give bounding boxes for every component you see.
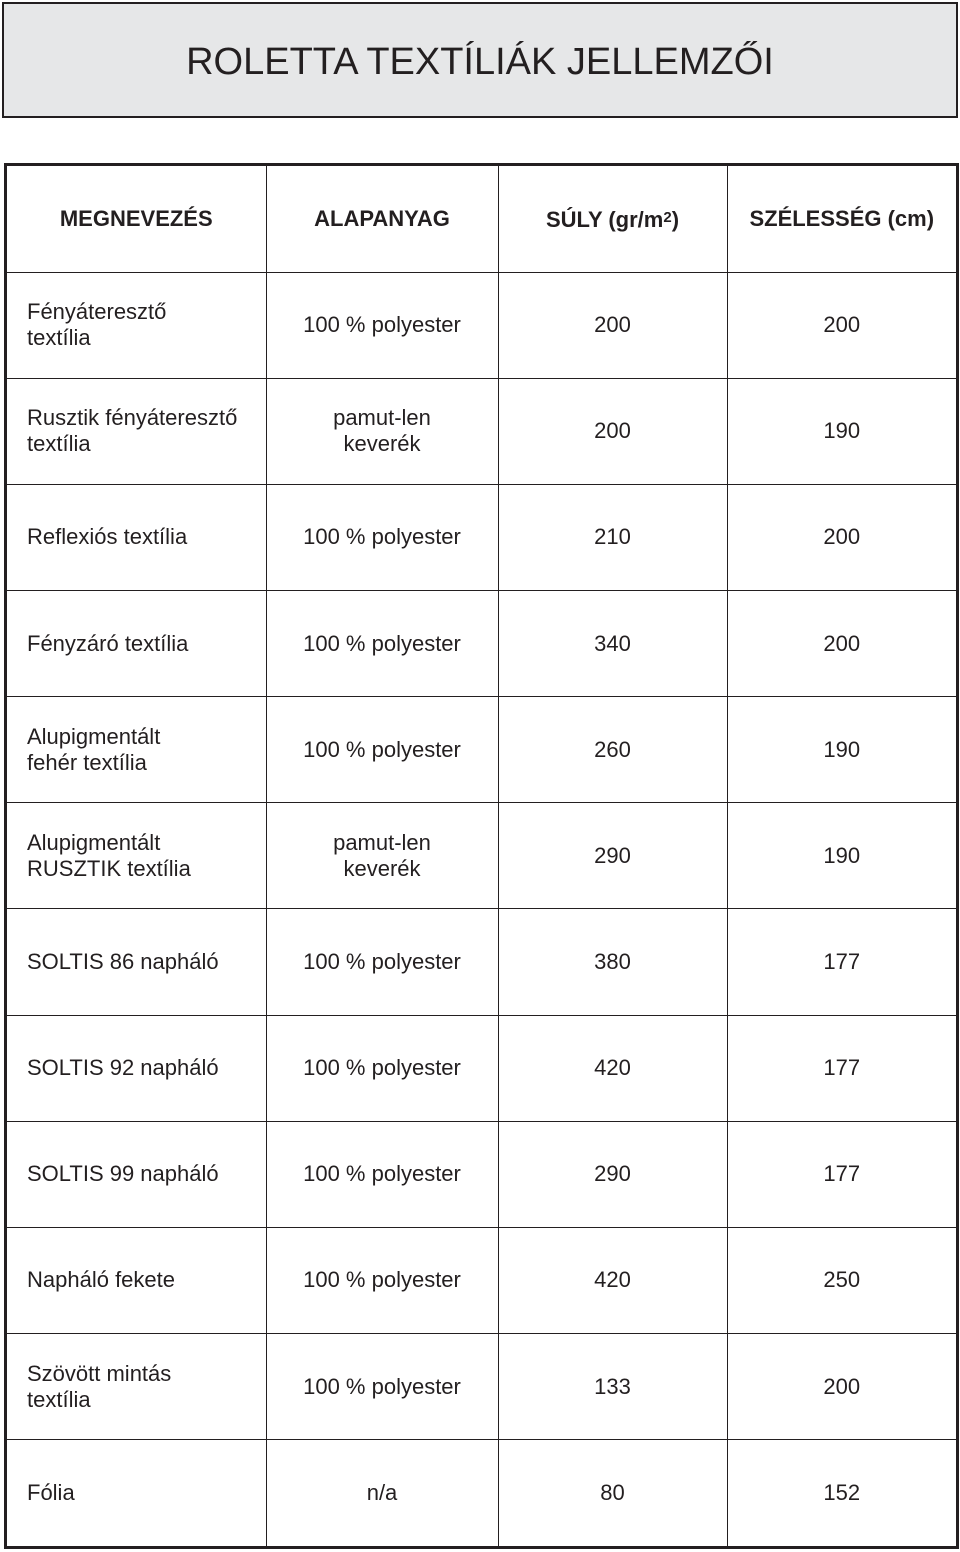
table-row: [7, 1121, 956, 1227]
textile-table: [7, 166, 956, 1546]
cell-width: 190: [727, 697, 956, 803]
cell-width: 177: [727, 1015, 956, 1121]
table-row: [7, 1227, 956, 1333]
header-weight: SÚLY $(gr/m^2)$: [498, 166, 727, 272]
cell-width: 177: [727, 909, 956, 1015]
cell-material: pamut-len keverék: [266, 378, 498, 484]
table-row: [7, 484, 956, 590]
cell-material: n/a: [266, 1440, 498, 1546]
table-row: [7, 378, 956, 484]
table-body: [7, 272, 956, 1546]
cell-weight: 210: [498, 484, 727, 590]
header-material: ALAPANYAG: [266, 166, 498, 272]
cell-name: Rusztik fényáteresztő textília: [7, 378, 266, 484]
cell-width: 190: [727, 803, 956, 909]
cell-weight: 80: [498, 1440, 727, 1546]
cell-name: Alupigmentált fehér textília: [7, 697, 266, 803]
cell-material: 100 % polyester: [266, 590, 498, 696]
cell-name: SOLTIS 92 napháló: [7, 1015, 266, 1121]
cell-weight: 200: [498, 272, 727, 378]
cell-width: 152: [727, 1440, 956, 1546]
cell-material: 100 % polyester: [266, 1121, 498, 1227]
cell-name: Reflexiós textília: [7, 484, 266, 590]
cell-material: 100 % polyester: [266, 1334, 498, 1440]
table-row: [7, 272, 956, 378]
table-row: [7, 1015, 956, 1121]
table-row: [7, 1440, 956, 1546]
cell-width: 200: [727, 484, 956, 590]
cell-weight: 290: [498, 803, 727, 909]
table-row: [7, 697, 956, 803]
cell-width: 200: [727, 272, 956, 378]
table-row: [7, 590, 956, 696]
cell-weight: 380: [498, 909, 727, 1015]
cell-material: 100 % polyester: [266, 1227, 498, 1333]
cell-weight: 420: [498, 1227, 727, 1333]
cell-weight: 420: [498, 1015, 727, 1121]
table-row: [7, 1334, 956, 1440]
cell-material: 100 % polyester: [266, 272, 498, 378]
cell-name: Alupigmentált RUSZTIK textília: [7, 803, 266, 909]
title-box: [2, 2, 958, 118]
cell-weight: 290: [498, 1121, 727, 1227]
cell-name: Szövött mintás textília: [7, 1334, 266, 1440]
cell-weight: 200: [498, 378, 727, 484]
table-row: [7, 803, 956, 909]
header-name: MEGNEVEZÉS: [7, 166, 266, 272]
page-title: ROLETTA TEXTÍLIÁK JELLEMZŐI: [186, 40, 774, 83]
cell-name: SOLTIS 99 napháló: [7, 1121, 266, 1227]
textile-table-container: [4, 163, 959, 1549]
cell-name: Napháló fekete: [7, 1227, 266, 1333]
cell-width: 200: [727, 590, 956, 696]
cell-material: 100 % polyester: [266, 697, 498, 803]
cell-material: pamut-len keverék: [266, 803, 498, 909]
cell-name: Fólia: [7, 1440, 266, 1546]
cell-name: SOLTIS 86 napháló: [7, 909, 266, 1015]
table-row: [7, 909, 956, 1015]
cell-material: 100 % polyester: [266, 484, 498, 590]
cell-width: 190: [727, 378, 956, 484]
cell-material: 100 % polyester: [266, 1015, 498, 1121]
cell-weight: 340: [498, 590, 727, 696]
cell-width: 200: [727, 1334, 956, 1440]
cell-material: 100 % polyester: [266, 909, 498, 1015]
header-width: SZÉLESSÉG (cm): [727, 166, 956, 272]
cell-weight: 260: [498, 697, 727, 803]
cell-name: Fényzáró textília: [7, 590, 266, 696]
cell-width: 177: [727, 1121, 956, 1227]
header-row: [7, 166, 956, 272]
cell-weight: 133: [498, 1334, 727, 1440]
cell-width: 250: [727, 1227, 956, 1333]
cell-name: Fényáteresztő textília: [7, 272, 266, 378]
